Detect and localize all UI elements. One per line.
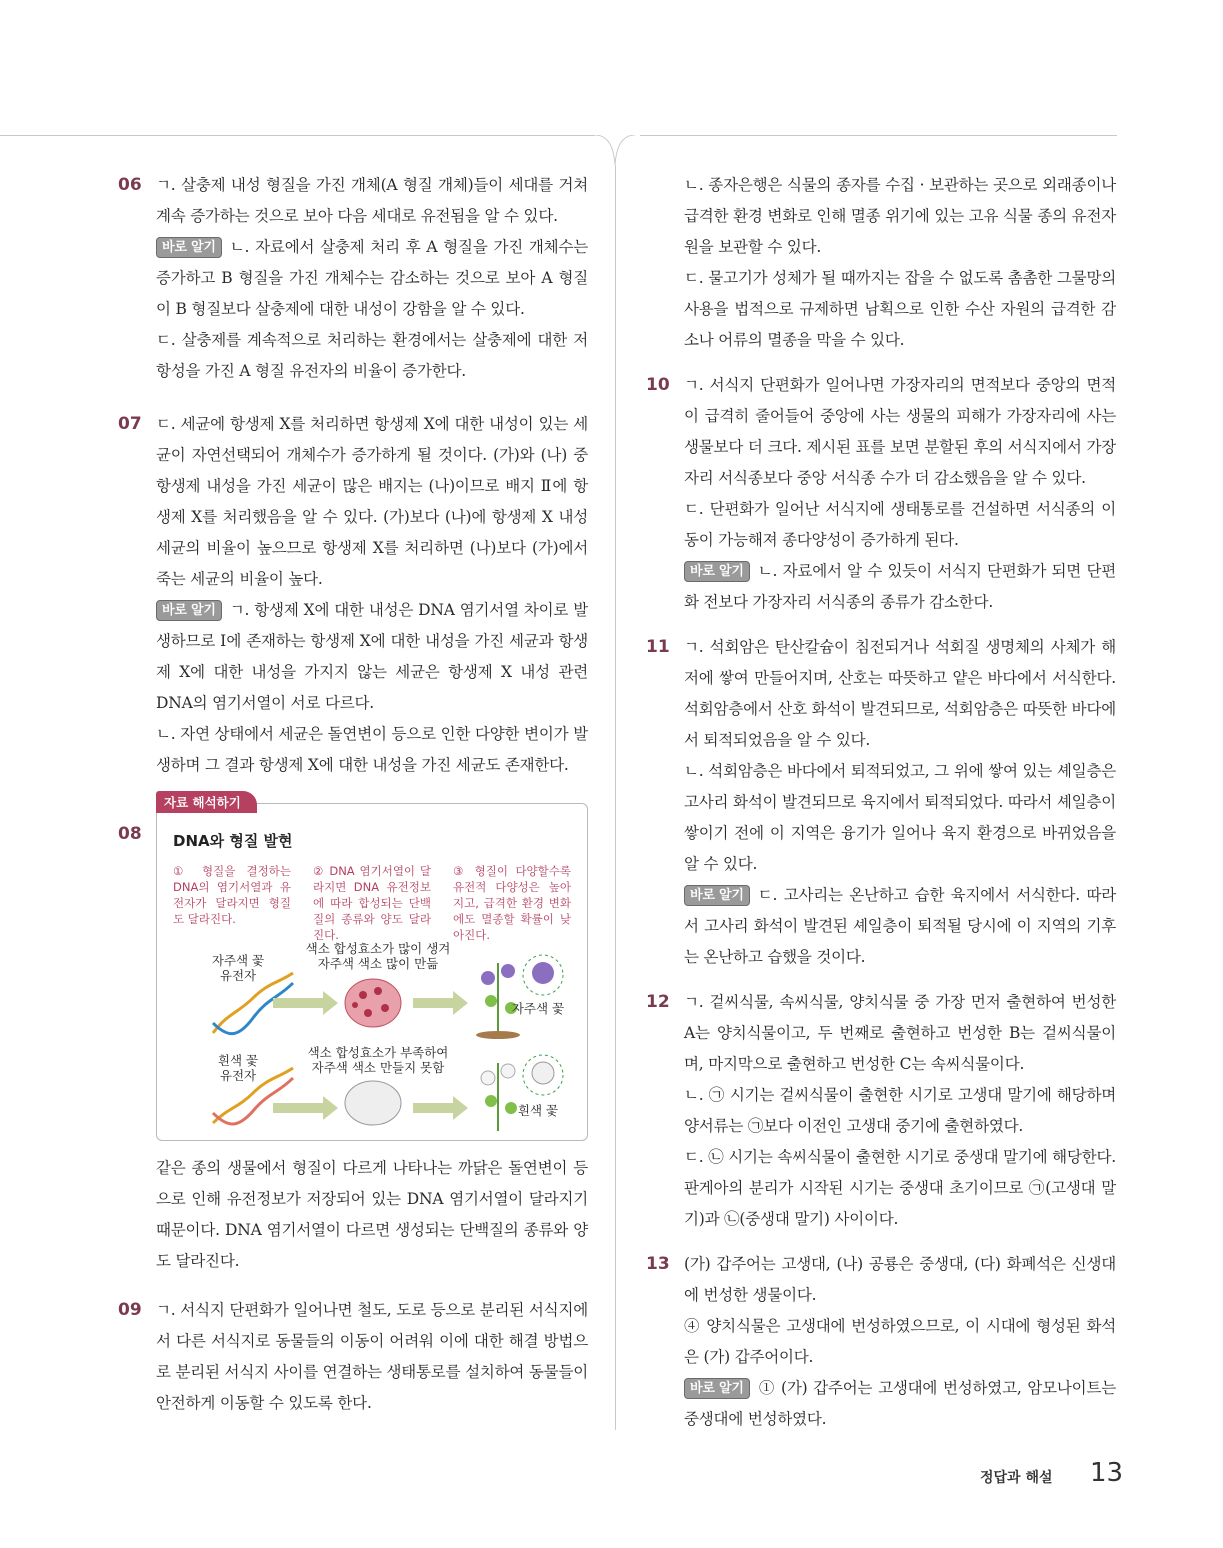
- correction-text: 바로 알기 ㄷ. 고사리는 온난하고 습한 육지에서 서식한다. 따라서 고사리 화석이 발견된 셰일층이 퇴적될 당시에 이 지역의 기후는 온난하고 습했을 것이다.: [684, 886, 1116, 966]
- answer-text: ㄴ. 종자은행은 식물의 종자를 수집 · 보관하는 곳으로 외래종이나 급격한 환경 변화로 인해 멸종 위기에 있는 고유 식물 종의 유전자원을 보관할 수 있다.: [684, 176, 1116, 256]
- answer-text: ㄷ. 단편화가 일어난 서식지에 생태통로를 건설하면 서식종의 이동이 가능해져 종다양성이 증가하게 된다.: [684, 500, 1116, 549]
- question-09-continued: [646, 170, 1116, 356]
- question-number: 08: [118, 824, 142, 844]
- correction-tag: 바로 알기: [156, 237, 222, 258]
- top-rule: [0, 135, 595, 136]
- question-number: 11: [646, 637, 670, 657]
- box-tag: 자료 해석하기: [156, 791, 257, 813]
- note-3: ③ 형질이 다양할수록 유전적 다양성은 높아지고, 급격한 환경 변화에도 멸종할 확률이 낮아진다.: [453, 864, 571, 942]
- notes-row: [173, 863, 571, 943]
- answer-text: ㄱ. 서식지 단편화가 일어나면 철도, 도로 등으로 분리된 서식지에서 다른 서식지로 동물들의 이동이 어려워 이에 대한 해결 방법으로 분리된 서식지 사이를 연결하는 생태통로를 설치하여 동물들이 안전하게 이동할 수 있도록 한다.: [156, 1301, 588, 1412]
- question-number: 09: [118, 1300, 142, 1320]
- answer-text: ㄷ. 물고기가 성체가 될 때까지는 잡을 수 없도록 촘촘한 그물망의 사용을 법적으로 규제하면 남획으로 인한 수산 자원의 급격한 감소나 어류의 멸종을 막을 수 있다.: [684, 269, 1116, 349]
- pigment-cell-icon: [345, 1081, 401, 1125]
- question-13: [646, 1249, 1116, 1435]
- answer-text: 같은 종의 생물에서 형질이 다르게 나타나는 까닭은 돌연변이 등으로 인해 유전정보가 저장되어 있는 DNA 염기서열이 달라지기 때문이다. DNA 염기서열이 다르면 생성되는 단백질의 종류와 양도 달라진다.: [156, 1159, 588, 1270]
- note-1: ① 형질을 결정하는 DNA의 염기서열과 유전자가 달라지면 형질도 달라진다.: [173, 864, 291, 926]
- purple-gene-label: 자주색 꽃 유전자: [211, 953, 265, 983]
- purple-flower-label: 자주색 꽃: [511, 1001, 565, 1016]
- white-enzyme-label: 색소 합성효소가 부족하여 자주색 색소 만들지 못함: [307, 1045, 449, 1075]
- question-number: 07: [118, 414, 142, 434]
- answer-text: ㄱ. 서식지 단편화가 일어나면 가장자리의 면적보다 중앙의 면적이 급격히 줄어들어 중앙에 사는 생물의 피해가 가장자리에 사는 생물보다 더 크다. 제시된 표를 보면 분할된 후의 서식지에서 가장자리 서식종보다 중앙 서식종 수가 더 감소했음을 알 수 있다.: [684, 376, 1116, 487]
- question-number: 10: [646, 375, 670, 395]
- answer-text: ㄱ. 석회암은 탄산칼슘이 침전되거나 석회질 생명체의 사체가 해저에 쌓여 만들어지며, 산호는 따뜻하고 얕은 바다에서 서식한다. 석회암층에서 산호 화석이 발견되므로, 석회암층은 따뜻한 바다에서 퇴적되었음을 알 수 있다.: [684, 638, 1116, 749]
- correction-text: 바로 알기 ① (가) 갑주어는 고생대에 번성하였고, 암모나이트는 중생대에 번성하였다.: [684, 1379, 1116, 1428]
- answer-text: ㄷ. ㉡ 시기는 속씨식물이 출현한 시기로 중생대 말기에 해당한다. 판게아의 분리가 시작된 시기는 중생대 초기이므로 ㉠(고생대 말기)과 ㉡(중생대 말기) 사이이다.: [684, 1148, 1116, 1228]
- top-rule-right: [640, 135, 1117, 136]
- correction-tag: 바로 알기: [684, 561, 750, 582]
- correction-text: 바로 알기 ㄴ. 자료에서 알 수 있듯이 서식지 단편화가 되면 단편화 전보다 가장자리 서식종의 종류가 감소한다.: [684, 562, 1116, 611]
- question-08: [118, 795, 588, 1277]
- answer-text: ㄱ. 살충제 내성 형질을 가진 개체(A 형질 개체)들이 세대를 거쳐 계속 증가하는 것으로 보아 다음 세대로 유전됨을 알 수 있다.: [156, 176, 588, 225]
- right-column: [646, 170, 1116, 1457]
- question-06: [118, 170, 588, 387]
- correction-text: 바로 알기 ㄱ. 항생제 X에 대한 내성은 DNA 염기서열 차이로 발생하므로 Ⅰ에 존재하는 항생제 X에 대한 내성을 가진 세균과 항생제 X에 대한 내성을 가지지 않는 세균은 항생제 X 내성 관련 DNA의 염기서열이 서로 다르다.: [156, 601, 588, 712]
- footer-label: 정답과 해설: [980, 1470, 1053, 1486]
- correction-text: 바로 알기 ㄴ. 자료에서 살충제 처리 후 A 형질을 가진 개체수는 증가하고 B 형질을 가진 개체수는 감소하는 것으로 보아 A 형질이 B 형질보다 살충제에 대한 내성이 강함을 알 수 있다.: [156, 238, 588, 318]
- question-09: [118, 1295, 588, 1419]
- gene-expression-diagram: [173, 941, 571, 1133]
- white-flower-label: 흰색 꽃: [517, 1103, 559, 1118]
- question-11: [646, 632, 1116, 973]
- arrow-icon: [413, 991, 468, 1015]
- page-number: 13: [1090, 1458, 1124, 1488]
- white-gene-label: 흰색 꽃 유전자: [217, 1053, 259, 1083]
- box-title: DNA와 형질 발현: [173, 832, 293, 850]
- arrow-icon: [413, 1096, 468, 1120]
- purple-enzyme-label: 색소 합성효소가 많이 생겨 자주색 색소 많이 만듦: [305, 941, 451, 971]
- arrow-icon: [273, 991, 338, 1015]
- center-divider: [615, 165, 616, 1430]
- left-column: [118, 170, 588, 1441]
- question-07: [118, 409, 588, 781]
- data-analysis-box: [156, 795, 588, 1141]
- arrow-icon: [273, 1096, 338, 1120]
- question-number: 13: [646, 1254, 670, 1274]
- answer-text: ㄴ. 자연 상태에서 세균은 돌연변이 등으로 인한 다양한 변이가 발생하며 그 결과 항생제 X에 대한 내성을 가진 세균도 존재한다.: [156, 725, 588, 774]
- answer-text: (가) 갑주어는 고생대, (나) 공룡은 중생대, (다) 화폐석은 신생대에 번성한 생물이다.: [684, 1255, 1116, 1304]
- question-12: [646, 987, 1116, 1235]
- note-2: ② DNA 염기서열이 달라지면 DNA 유전정보에 따라 합성되는 단백질의 종류와 양도 달라진다.: [313, 864, 431, 942]
- answer-text: ㄱ. 겉씨식물, 속씨식물, 양치식물 중 가장 먼저 출현하여 번성한 A는 양치식물이고, 두 번째로 출현하고 번성한 B는 겉씨식물이며, 마지막으로 출현하고 번성한 C는 속씨식물이다.: [684, 993, 1116, 1073]
- correction-tag: 바로 알기: [156, 600, 222, 621]
- answer-text: ㄷ. 세균에 항생제 X를 처리하면 항생제 X에 대한 내성이 있는 세균이 자연선택되어 개체수가 증가하게 될 것이다. (가)와 (나) 중 항생제 내성을 가진 세균이 많은 배지는 (나)이므로 배지 Ⅱ에 항생제 X를 처리했음을 알 수 있다. (가)보다 (나)에 항생제 X 내성 세균의 비율이 높으므로 항생제 X를 처리하면 (나)보다 (가)에서 죽는 세균의 비율이 높다.: [156, 415, 588, 588]
- correction-tag: 바로 알기: [684, 1378, 750, 1399]
- answer-text: ④ 양치식물은 고생대에 번성하였으므로, 이 시대에 형성된 화석은 (가) 갑주어이다.: [684, 1317, 1116, 1366]
- correction-tag: 바로 알기: [684, 885, 750, 906]
- answer-text: ㄴ. 석회암층은 바다에서 퇴적되었고, 그 위에 쌓여 있는 셰일층은 고사리 화석이 발견되므로 육지에서 퇴적되었다. 따라서 셰일층이 쌓이기 전에 이 지역은 융기가 일어나 육지 환경으로 바뀌었음을 알 수 있다.: [684, 762, 1116, 873]
- question-number: 12: [646, 992, 670, 1012]
- question-number: 06: [118, 175, 142, 195]
- answer-text: ㄷ. 살충제를 계속적으로 처리하는 환경에서는 살충제에 대한 저항성을 가진 A 형질 유전자의 비율이 증가한다.: [156, 331, 588, 380]
- question-10: [646, 370, 1116, 618]
- white-flower-plant-icon: [481, 1063, 517, 1131]
- answer-text: ㄴ. ㉠ 시기는 겉씨식물이 출현한 시기로 고생대 말기에 해당하며 양서류는 ㉠보다 이전인 고생대 중기에 출현하였다.: [684, 1086, 1116, 1135]
